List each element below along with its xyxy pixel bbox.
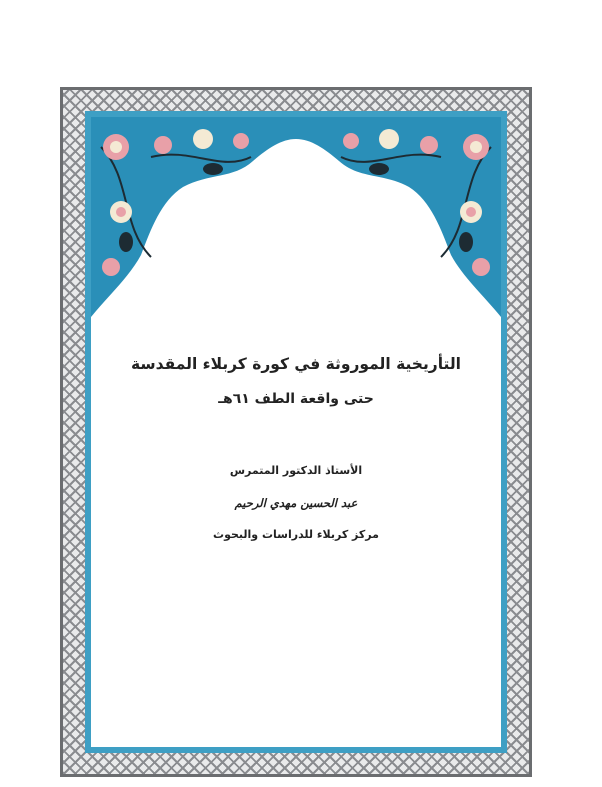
author-label: الأستاذ الدكتور المتمرس <box>229 464 363 477</box>
cover-panel <box>91 117 501 747</box>
publisher-name: مركز كربلاء للدراسات والبحوث <box>213 528 379 541</box>
book-title: التأريخية الموروثة في كورة كربلاء المقدسة <box>130 355 461 373</box>
book-subtitle: حتى واقعة الطف ٦١هـ <box>218 391 374 407</box>
cover-frame <box>60 87 532 777</box>
floral-arabesque-arch-icon <box>91 117 501 337</box>
author-name: عبد الحسين مهدي الرحيم <box>234 496 358 510</box>
